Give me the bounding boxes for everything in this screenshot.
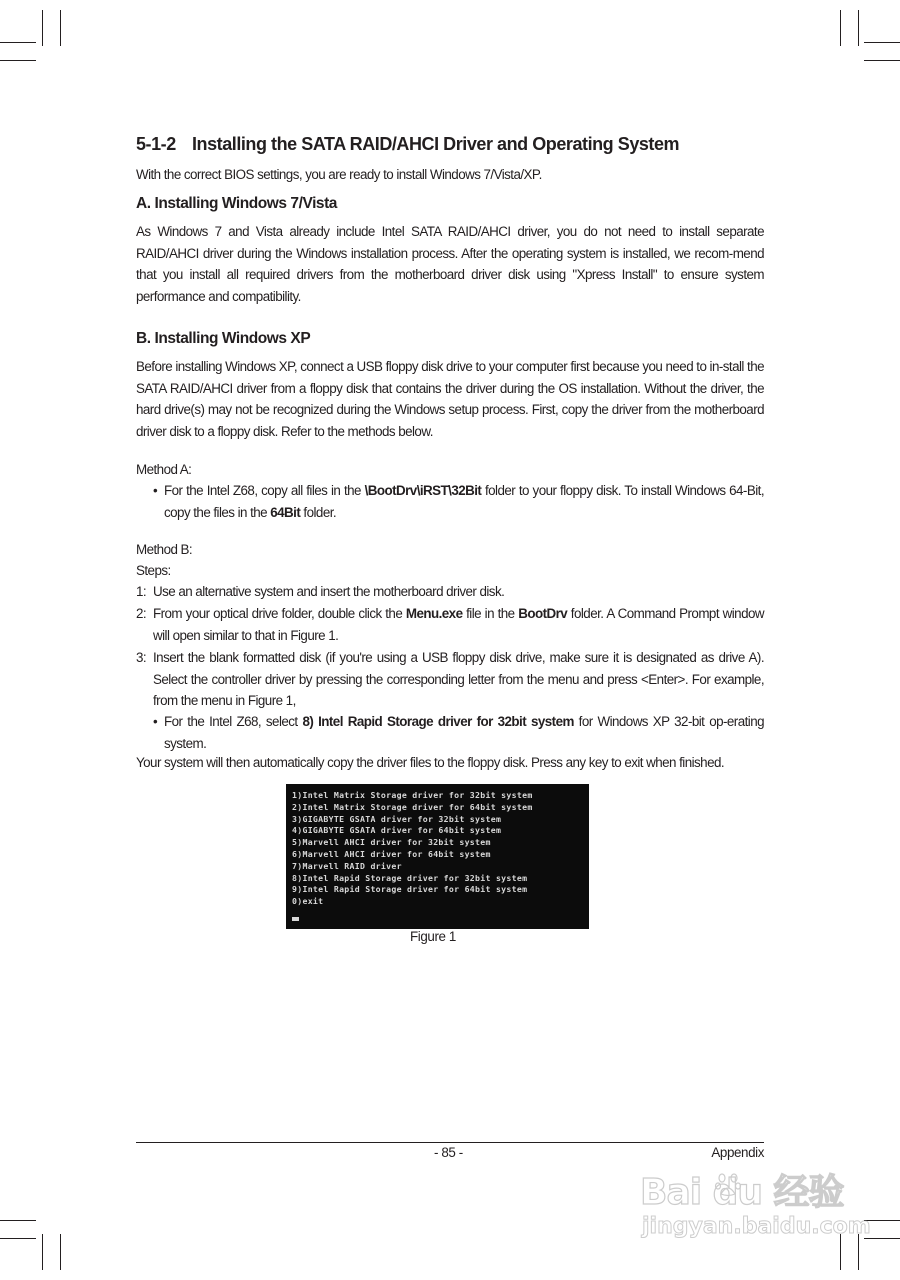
crop-mark <box>0 1220 36 1221</box>
subsection-b-paragraph: Before installing Windows XP, connect a USB floppy disk drive to your computer first because you need to in-stall the SATA RAID/AHCI driver from a floppy disk that contains the driver during the OS installation. Without the driver, the hard drive(s) may not be recognized during the Windows setup process. First, copy the driver from the motherboard driver disk to a floppy disk. Refer to the methods below. <box>136 359 764 439</box>
console-line: 1)Intel Matrix Storage driver for 32bit system <box>292 790 533 800</box>
page-number: - 85 - <box>434 1145 463 1160</box>
section-title: Installing the SATA RAID/AHCI Driver and Operating System <box>192 134 680 154</box>
console-line: 8)Intel Rapid Storage driver for 32bit system <box>292 872 528 883</box>
section-number: 5-1-2 <box>136 134 176 154</box>
watermark-logo: Bai du 经验 <box>640 1172 844 1213</box>
crop-mark <box>864 42 900 43</box>
footer-rule <box>136 1142 764 1143</box>
menu-option-8: 8) Intel Rapid Storage driver for 32bit system <box>302 714 574 729</box>
intro-text: With the correct BIOS settings, you are ready to install Windows 7/Vista/XP. <box>136 167 542 182</box>
console-line: 6)Marvell AHCI driver for 64bit system <box>292 848 491 859</box>
bullet-marker: • <box>153 714 158 729</box>
step-marker: 1: <box>136 584 147 599</box>
watermark-url: jingyan.baidu.com <box>642 1214 871 1239</box>
console-line: 7)Marvell RAID driver <box>292 860 402 871</box>
crop-mark <box>0 1238 36 1239</box>
crop-mark <box>858 10 859 46</box>
step-2 <box>136 603 764 646</box>
method-a-label: Method A: <box>136 462 192 477</box>
crop-mark <box>60 10 61 46</box>
crop-mark <box>864 60 900 61</box>
step-1 <box>136 581 764 603</box>
console-line: 5)Marvell AHCI driver for 32bit system <box>292 837 491 848</box>
crop-mark <box>840 10 841 46</box>
chapter-label: Appendix <box>711 1145 764 1160</box>
figure-caption: Figure 1 <box>410 929 456 944</box>
path-bootdrv-irst-32bit: \BootDrv\iRST\32Bit <box>364 483 482 498</box>
console-line: 0)exit <box>292 896 324 907</box>
paw-icon <box>714 1170 742 1198</box>
console-cursor <box>292 917 299 921</box>
crop-mark <box>60 1234 61 1270</box>
baidu-watermark <box>640 1164 871 1250</box>
step-marker: 2: <box>136 606 147 621</box>
subsection-a-paragraph: As Windows 7 and Vista already include Intel SATA RAID/AHCI driver, you do not need to install separate RAID/AHCI driver during the Windows installation process. After the operating system is installed, we recom-mend that you install all required drivers from the motherboard driver disk using "Xpress Install" to ensure system performance and compatibility. <box>136 224 764 304</box>
bullet-text: For the Intel Z68, select 8) Intel Rapid Storage driver for 32bit system for Windows XP 32-bit op-erating system. <box>164 714 764 751</box>
console-line: 4)GIGABYTE GSATA driver for 64bit system <box>292 825 502 836</box>
command-prompt-screenshot <box>286 784 589 929</box>
closing-text: Your system will then automatically copy the driver files to the floppy disk. Press any key to exit when finished. <box>136 755 725 770</box>
console-line: 9)Intel Rapid Storage driver for 64bit system <box>292 884 528 895</box>
crop-mark <box>42 1234 43 1270</box>
step-marker: 3: <box>136 650 147 665</box>
subsection-a-title: A. Installing Windows 7/Vista <box>136 195 337 212</box>
console-line: 2)Intel Matrix Storage driver for 64bit system <box>292 801 533 812</box>
folder-bootdrv: BootDrv <box>518 606 568 621</box>
file-menu-exe: Menu.exe <box>405 606 463 621</box>
crop-mark <box>0 42 36 43</box>
step-text: From your optical drive folder, double click the Menu.exe file in the BootDrv folder. A Command Prompt window will open similar to that in Figure 1. <box>153 606 764 643</box>
step-3-bullet <box>153 711 764 754</box>
step-text: Use an alternative system and insert the motherboard driver disk. <box>153 584 505 599</box>
method-b-label: Method B: <box>136 542 193 557</box>
subsection-b-title: B. Installing Windows XP <box>136 330 311 347</box>
folder-64bit: 64Bit <box>270 504 301 520</box>
console-line: 3)GIGABYTE GSATA driver for 32bit system <box>292 813 502 824</box>
bullet-text: For the Intel Z68, copy all files in the \BootDrv\iRST\32Bit folder to your floppy disk. To install Windows 64-Bit, copy the files in the 64Bit folder. <box>164 483 764 520</box>
crop-mark <box>42 10 43 46</box>
step-text: Insert the blank formatted disk (if you're using a USB floppy disk drive, make sure it is designated as drive A). Select the controller driver by pressing the corresponding letter from the menu and press <Enter>. For example, from the menu in Figure 1, <box>153 650 764 708</box>
steps-label: Steps: <box>136 563 171 578</box>
crop-mark <box>0 60 36 61</box>
method-a-bullet <box>153 480 764 523</box>
crop-mark <box>858 1234 859 1270</box>
step-3 <box>136 647 764 712</box>
bullet-marker: • <box>153 483 158 498</box>
section-heading <box>136 134 764 155</box>
